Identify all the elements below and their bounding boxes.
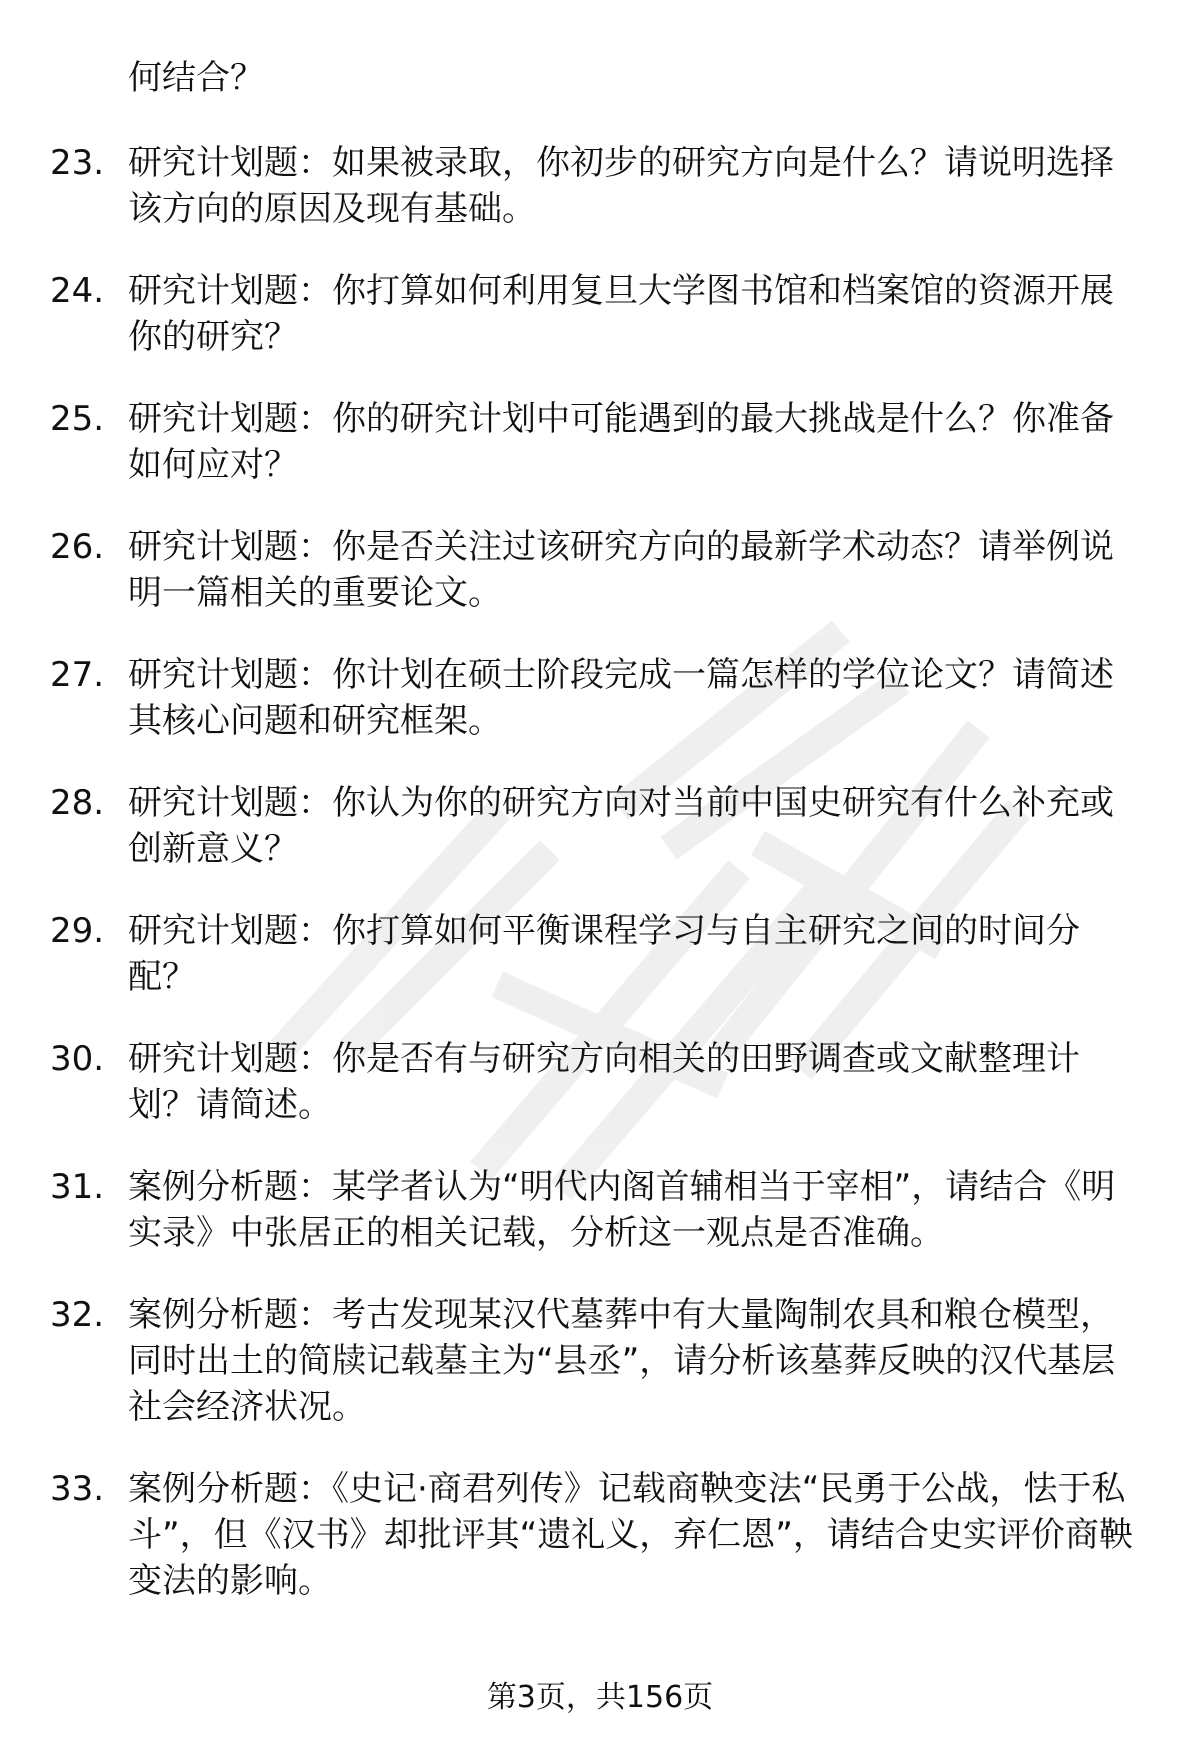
question-text: 研究计划题：你打算如何利用复旦大学图书馆和档案馆的资源开展你的研究？: [128, 271, 1114, 357]
question-text: 案例分析题：某学者认为“明代内阁首辅相当于宰相”，请结合《明实录》中张居正的相关记载，分析这一观点是否准确。: [128, 1167, 1116, 1253]
question-list: [50, 140, 1150, 1640]
question-item: [50, 1036, 1150, 1128]
question-text: 研究计划题：你打算如何平衡课程学习与自主研究之间的时间分配？: [128, 911, 1080, 997]
question-number: 25.: [50, 399, 105, 439]
question-text: 案例分析题：《史记·商君列传》记载商鞅变法“民勇于公战，怯于私斗”，但《汉书》却批评其“遗礼义，弃仁恩”，请结合史实评价商鞅变法的影响。: [128, 1469, 1133, 1601]
question-item: [50, 1164, 1150, 1256]
question-text: 研究计划题：如果被录取，你初步的研究方向是什么？请说明选择该方向的原因及现有基础。: [128, 143, 1114, 229]
question-number: 24.: [50, 271, 105, 311]
question-item: [50, 524, 1150, 616]
question-item: [50, 780, 1150, 872]
question-text: 研究计划题：你是否关注过该研究方向的最新学术动态？请举例说明一篇相关的重要论文。: [128, 527, 1114, 613]
question-item: [50, 652, 1150, 744]
question-number: 27.: [50, 655, 105, 695]
question-number: 33.: [50, 1469, 105, 1509]
question-text: 研究计划题：你认为你的研究方向对当前中国史研究有什么补充或创新意义？: [128, 783, 1114, 869]
continuation-text: 何结合？: [128, 58, 264, 98]
question-text: 研究计划题：你计划在硕士阶段完成一篇怎样的学位论文？请简述其核心问题和研究框架。: [128, 655, 1114, 741]
question-number: 28.: [50, 783, 105, 823]
question-item: [50, 140, 1150, 232]
question-number: 23.: [50, 143, 105, 183]
question-text: 研究计划题：你的研究计划中可能遇到的最大挑战是什么？你准备如何应对？: [128, 399, 1114, 485]
question-number: 29.: [50, 911, 105, 951]
question-item: [50, 1466, 1150, 1604]
page-footer: 第3页，共156页: [486, 1680, 714, 1715]
question-item: [50, 268, 1150, 360]
question-number: 31.: [50, 1167, 105, 1207]
question-number: 32.: [50, 1295, 105, 1335]
question-text: 案例分析题：考古发现某汉代墓葬中有大量陶制农具和粮仓模型，同时出土的简牍记载墓主为“县丞”，请分析该墓葬反映的汉代基层社会经济状况。: [128, 1295, 1116, 1427]
question-item: [50, 1292, 1150, 1430]
question-number: 26.: [50, 527, 105, 567]
question-item: [50, 396, 1150, 488]
question-number: 30.: [50, 1039, 105, 1079]
question-item: [50, 908, 1150, 1000]
question-text: 研究计划题：你是否有与研究方向相关的田野调查或文献整理计划？请简述。: [128, 1039, 1080, 1125]
